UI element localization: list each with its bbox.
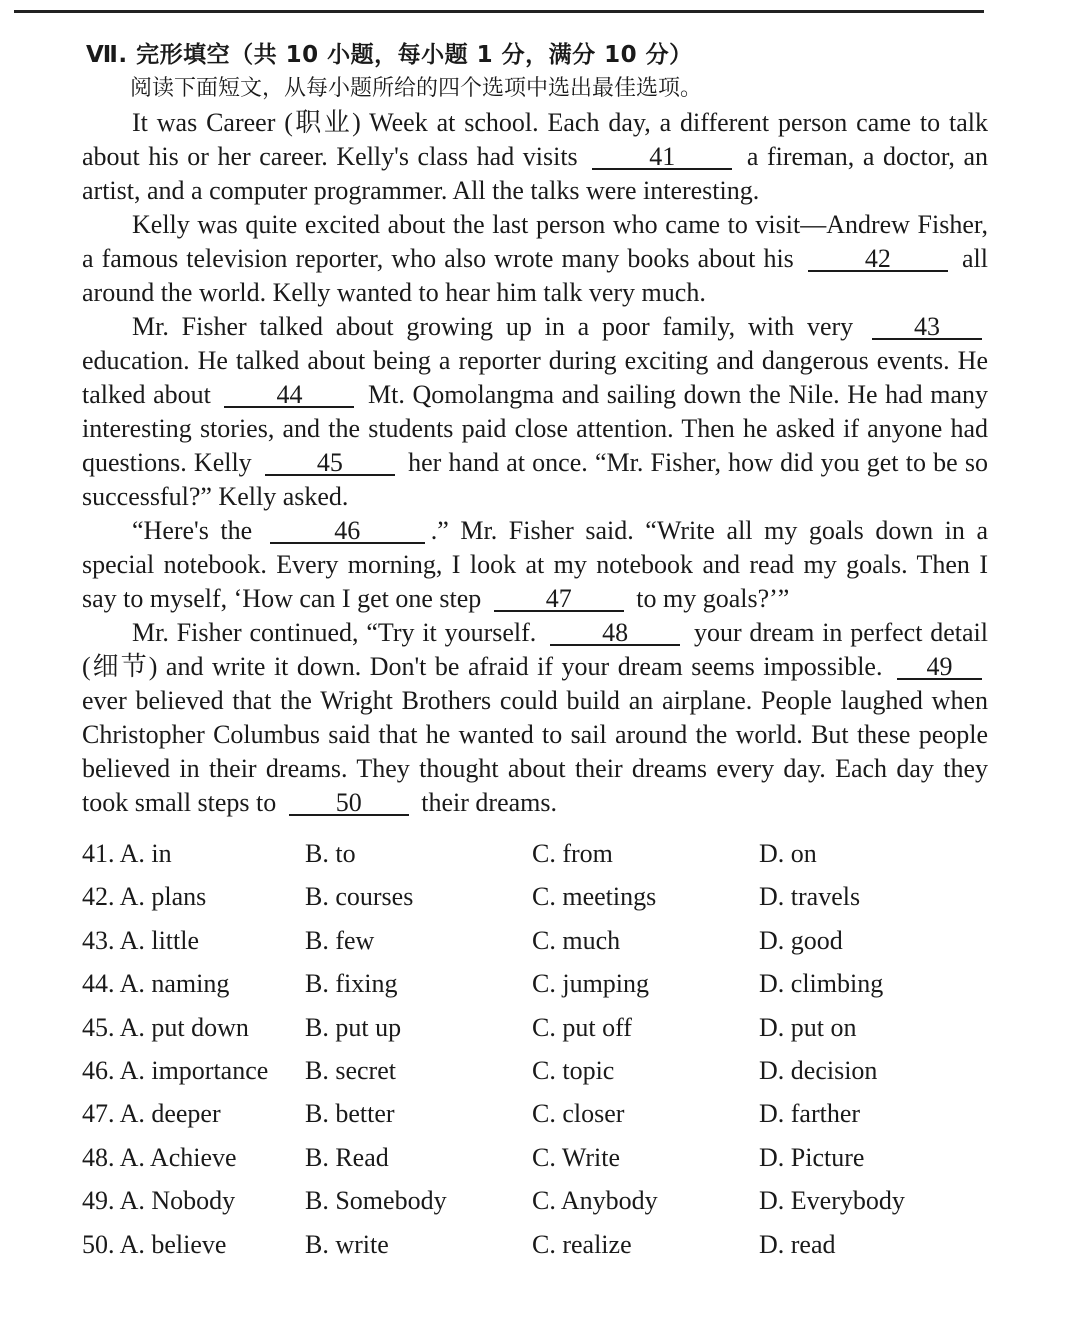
- option-a-label: A. deeper: [119, 1099, 221, 1129]
- passage-text: to my goals?’”: [629, 584, 790, 613]
- answer-blank[interactable]: 48: [550, 622, 680, 646]
- option-a-label: A. little: [119, 925, 200, 955]
- question-number: 49.: [82, 1186, 115, 1216]
- option-c[interactable]: C. meetings: [532, 882, 657, 912]
- passage-text: It was Career (职业) Week at school. Each day, a different person came to talk about his or her career. Kelly's class had visits: [82, 108, 988, 171]
- passage-text: ever believed that the Wright Brothers could build an airplane. People laughed when Christopher Columbus said that he wanted to sail around the world. But these people believed in their dreams. They thought about their dreams every day. Each day they took small steps to: [82, 686, 988, 817]
- passage-text: their dreams.: [414, 788, 558, 817]
- option-c[interactable]: C. topic: [532, 1055, 615, 1085]
- option-b[interactable]: B. to: [305, 839, 356, 868]
- question-number: 41.: [82, 839, 115, 868]
- option-d[interactable]: D. farther: [759, 1099, 861, 1129]
- answer-blank[interactable]: 47: [494, 588, 624, 612]
- option-a-label: A. believe: [119, 1229, 227, 1259]
- option-c[interactable]: C. put off: [532, 1012, 632, 1042]
- passage-text: “Here's the: [132, 516, 264, 545]
- option-b[interactable]: B. fixing: [305, 969, 398, 999]
- answer-blank[interactable]: 42: [808, 248, 948, 272]
- option-d[interactable]: D. put on: [759, 1012, 857, 1042]
- option-c[interactable]: C. from: [532, 839, 613, 868]
- passage-text: Mr. Fisher talked about growing up in a poor family, with very: [132, 312, 866, 341]
- question-row: [82, 1179, 988, 1222]
- option-a-label: A. Nobody: [119, 1186, 236, 1216]
- option-a[interactable]: [82, 875, 206, 918]
- option-d[interactable]: D. read: [759, 1229, 836, 1259]
- passage-paragraph: [82, 310, 988, 514]
- passage-paragraph: [82, 208, 988, 310]
- option-a[interactable]: [82, 1092, 221, 1135]
- answer-blank[interactable]: 41: [592, 146, 732, 170]
- option-b[interactable]: B. Somebody: [305, 1186, 447, 1216]
- option-d[interactable]: D. travels: [759, 882, 861, 912]
- option-a-label: A. in: [119, 839, 172, 868]
- passage-text: Mt. Qomolangma and sailing down the Nile. He had many interesting stories, and the students paid close attention. Then he asked if anyone had questions. Kelly: [82, 380, 988, 477]
- passage-text: your dream in perfect detail (细节) and write it down. Don't be afraid if your dream seems impossible.: [82, 618, 988, 681]
- passage-paragraph: [82, 106, 988, 208]
- question-number: 42.: [82, 882, 115, 912]
- answer-blank[interactable]: 49: [897, 656, 982, 680]
- option-a[interactable]: [82, 1049, 268, 1092]
- section-instruction: 阅读下面短文，从每小题所给的四个选项中选出最佳选项。: [130, 76, 703, 101]
- question-number: 47.: [82, 1099, 115, 1129]
- option-a-label: A. put down: [119, 1012, 249, 1042]
- option-c[interactable]: C. much: [532, 925, 621, 955]
- answer-blank[interactable]: 43: [872, 316, 982, 340]
- option-a[interactable]: [82, 1006, 249, 1049]
- passage-text: Kelly was quite excited about the last person who came to visit—Andrew Fisher, a famous television reporter, who also wrote many books about his: [82, 210, 988, 273]
- passage-text: her hand at once. “Mr. Fisher, how did you get to be so successful?” Kelly asked.: [82, 448, 988, 511]
- question-row: [82, 1223, 988, 1266]
- exam-sheet: [82, 38, 988, 820]
- passage-text: all around the world. Kelly wanted to hear him talk very much.: [82, 244, 988, 307]
- passage-paragraph: [82, 616, 988, 820]
- question-number: 44.: [82, 969, 115, 999]
- question-row: [82, 1092, 988, 1135]
- answer-blank[interactable]: 50: [289, 792, 409, 816]
- option-b[interactable]: B. write: [305, 1229, 389, 1259]
- option-c[interactable]: C. realize: [532, 1229, 632, 1259]
- option-b[interactable]: B. Read: [305, 1142, 389, 1172]
- option-d[interactable]: D. decision: [759, 1055, 878, 1085]
- question-row: [82, 1006, 988, 1049]
- option-a-label: A. plans: [119, 882, 207, 912]
- question-row: [82, 1049, 988, 1092]
- option-a-label: A. Achieve: [119, 1142, 237, 1172]
- option-a[interactable]: [82, 1136, 237, 1179]
- question-number: 43.: [82, 925, 115, 955]
- option-c[interactable]: C. Write: [532, 1142, 621, 1172]
- question-number: 48.: [82, 1142, 115, 1172]
- question-number: 45.: [82, 1012, 115, 1042]
- option-c[interactable]: C. closer: [532, 1099, 625, 1129]
- question-number: 46.: [82, 1055, 115, 1085]
- option-a-label: A. importance: [119, 1055, 269, 1085]
- option-b[interactable]: B. secret: [305, 1055, 396, 1085]
- answer-blank[interactable]: 45: [265, 452, 395, 476]
- question-row: [82, 1136, 988, 1179]
- cloze-passage: [82, 106, 988, 820]
- option-b[interactable]: B. few: [305, 925, 375, 955]
- passage-paragraph: [82, 514, 988, 616]
- question-row: [82, 919, 988, 962]
- option-b[interactable]: B. put up: [305, 1012, 402, 1042]
- option-d[interactable]: D. Everybody: [759, 1186, 905, 1216]
- passage-text: .” Mr. Fisher said. “Write all my goals down in a special notebook. Every morning, I look at my notebook and read my goals. Then I say to myself, ‘How can I get one step: [82, 516, 988, 613]
- option-d[interactable]: D. Picture: [759, 1142, 865, 1172]
- option-b[interactable]: B. courses: [305, 882, 414, 912]
- option-a[interactable]: [82, 1223, 226, 1266]
- question-number: 50.: [82, 1229, 115, 1259]
- option-c[interactable]: C. jumping: [532, 969, 650, 999]
- top-border-line: [14, 10, 984, 13]
- section-title: Ⅶ. 完形填空（共 10 小题，每小题 1 分，满分 10 分）: [86, 42, 693, 68]
- passage-text: education. He talked about being a reporter during exciting and dangerous events. He talked about: [82, 346, 988, 409]
- answer-blank[interactable]: 44: [224, 384, 354, 408]
- passage-text: a fireman, a doctor, an artist, and a computer programmer. All the talks were interesting.: [82, 142, 988, 205]
- answer-options: [82, 832, 988, 1266]
- option-d[interactable]: D. on: [759, 839, 817, 868]
- option-d[interactable]: D. good: [759, 925, 843, 955]
- option-c[interactable]: C. Anybody: [532, 1186, 658, 1216]
- question-row: [82, 875, 988, 918]
- option-a[interactable]: [82, 832, 172, 875]
- option-d[interactable]: D. climbing: [759, 969, 884, 999]
- answer-blank[interactable]: 46: [270, 520, 425, 544]
- question-row: [82, 832, 988, 875]
- passage-text: Mr. Fisher continued, “Try it yourself.: [132, 618, 545, 647]
- option-a[interactable]: [82, 1179, 235, 1222]
- option-a[interactable]: [82, 962, 229, 1005]
- option-a-label: A. naming: [119, 969, 230, 999]
- option-b[interactable]: B. better: [305, 1099, 395, 1129]
- question-row: [82, 962, 988, 1005]
- option-a[interactable]: [82, 919, 199, 962]
